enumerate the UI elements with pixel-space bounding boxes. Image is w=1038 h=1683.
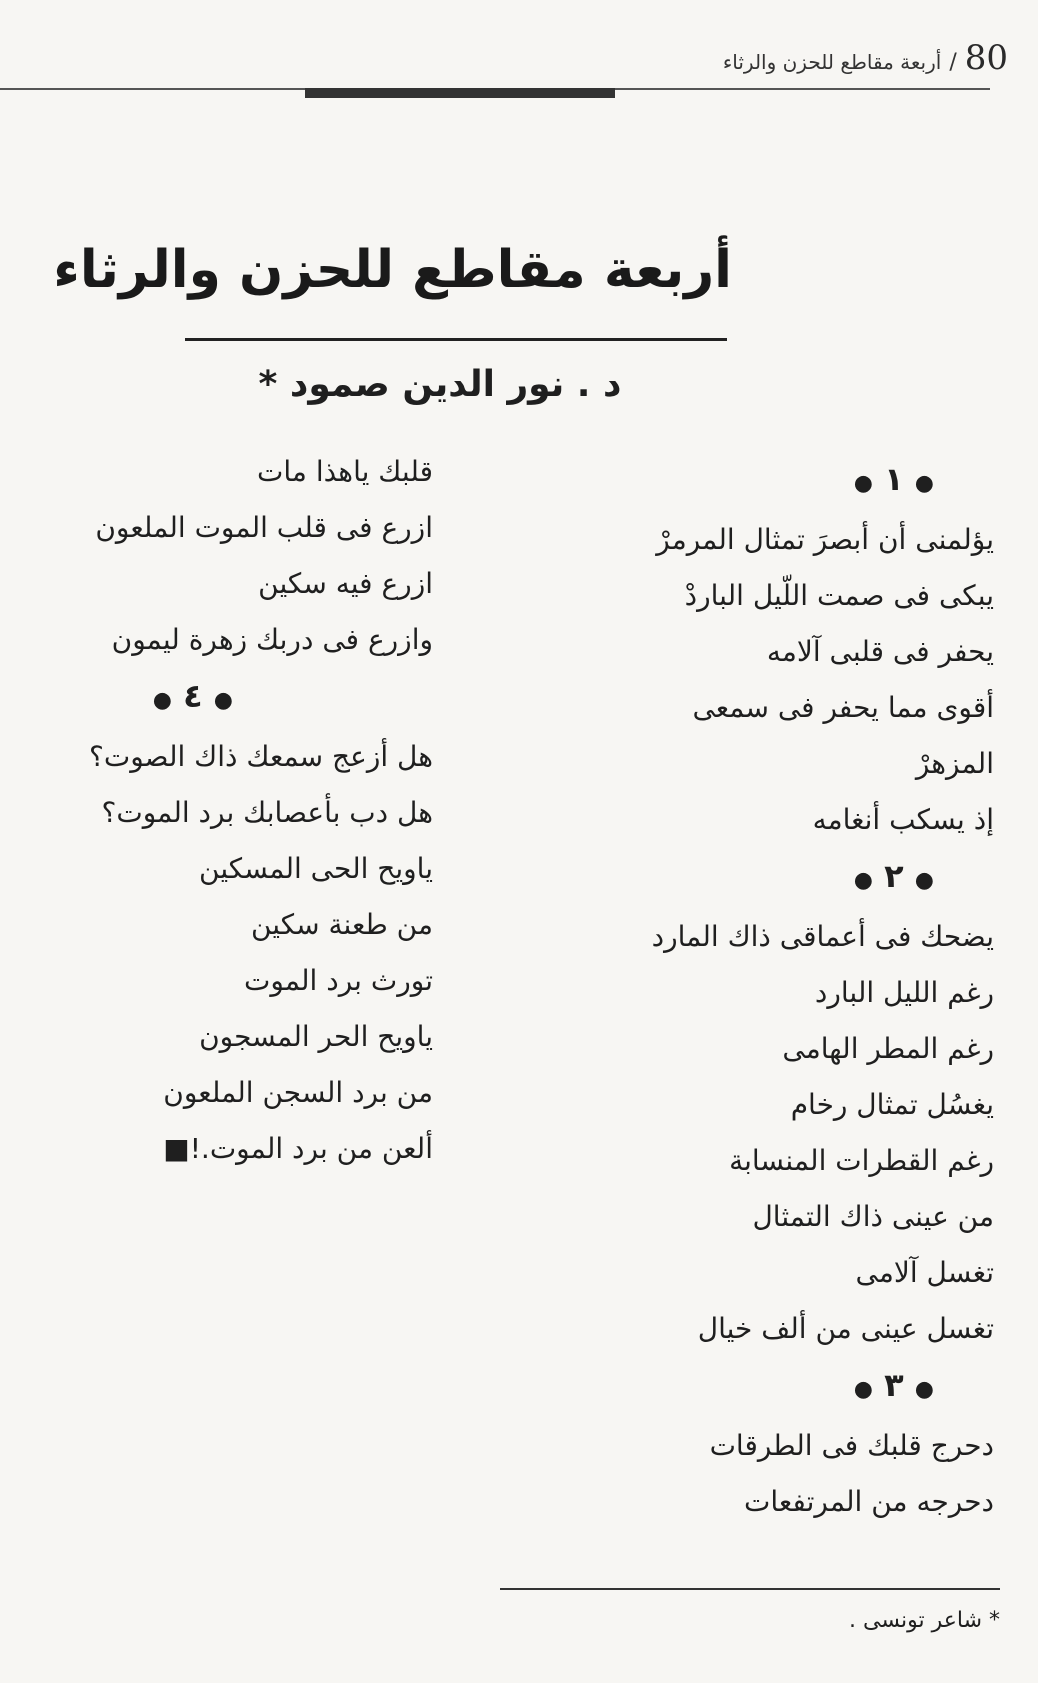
poem-line: وازرع فى دربك زهرة ليمون bbox=[111, 623, 433, 656]
poem-line: إذ يسكب أنغامه bbox=[812, 803, 994, 836]
running-header bbox=[723, 38, 1008, 78]
running-title: أربعة مقاطع للحزن والرثاء bbox=[722, 50, 942, 74]
poem-line: تورث برد الموت bbox=[244, 964, 433, 997]
poem-line: ألعن من برد الموت.!■ bbox=[163, 1132, 433, 1165]
footnote: * شاعر تونسى . bbox=[849, 1608, 1000, 1633]
header-bar bbox=[305, 88, 615, 98]
bullet-icon: ● bbox=[213, 688, 233, 713]
poem-line: يبكى فى صمت اللّيل الباردْ bbox=[684, 579, 994, 612]
poem-line: من طعنة سكين bbox=[250, 908, 433, 941]
poem-column-left bbox=[33, 444, 433, 1177]
footnote-rule bbox=[500, 1588, 1000, 1590]
poem-line: أقوى مما يحفر فى سمعى bbox=[692, 691, 994, 724]
poem-line: رغم القطرات المنسابة bbox=[729, 1144, 994, 1177]
poem-line: دحرجه من المرتفعات bbox=[744, 1485, 994, 1518]
poem-line: يضحك فى أعماقى ذاك المارد bbox=[651, 920, 994, 953]
section-marker-4 bbox=[33, 668, 433, 729]
poem-line: من عينى ذاك التمثال bbox=[752, 1200, 994, 1233]
bullet-icon: ● bbox=[853, 868, 873, 893]
poem-line: ازرع فيه سكين bbox=[258, 567, 433, 600]
poem-line: ياويح الحى المسكين bbox=[199, 852, 433, 885]
section-number: ١ bbox=[884, 460, 904, 498]
poem-line: ازرع فى قلب الموت الملعون bbox=[95, 511, 433, 544]
bullet-icon: ● bbox=[853, 1377, 873, 1402]
poem-column-right bbox=[594, 451, 994, 1530]
bullet-icon: ● bbox=[152, 688, 172, 713]
poem-line: ياويح الحر المسجون bbox=[199, 1020, 433, 1053]
bullet-icon: ● bbox=[914, 1377, 934, 1402]
section-marker-1 bbox=[594, 451, 994, 512]
section-marker-3 bbox=[594, 1357, 994, 1418]
section-marker-2 bbox=[594, 848, 994, 909]
poem-line: المزهرْ bbox=[915, 747, 994, 780]
poem-line: يحفر فى قلبى آلامه bbox=[766, 635, 994, 668]
bullet-icon: ● bbox=[914, 471, 934, 496]
section-number: ٤ bbox=[183, 677, 203, 715]
poem-line: تغسل آلامى bbox=[855, 1256, 994, 1289]
poem-line: من برد السجن الملعون bbox=[163, 1076, 433, 1109]
poem-line: قلبك ياهذا مات bbox=[257, 455, 433, 488]
author-name: د . نور الدين صمود * bbox=[258, 364, 622, 405]
poem-line: يؤلمنى أن أبصرَ تمثال المرمرْ bbox=[656, 523, 994, 556]
poem-line: هل دب بأعصابك برد الموت؟ bbox=[101, 796, 433, 829]
poem-line: دحرج قلبك فى الطرقات bbox=[709, 1429, 994, 1462]
poem-line: تغسل عينى من ألف خيال bbox=[697, 1312, 994, 1345]
poem-line: رغم الليل البارد bbox=[814, 976, 994, 1009]
bullet-icon: ● bbox=[914, 868, 934, 893]
poem-line: رغم المطر الهامى bbox=[782, 1032, 994, 1065]
poem-line: هل أزعج سمعك ذاك الصوت؟ bbox=[88, 740, 433, 773]
title-rule bbox=[185, 338, 727, 341]
poem-line: يغسُل تمثال رخام bbox=[790, 1088, 994, 1121]
section-number: ٢ bbox=[884, 857, 904, 895]
page-number: 80 bbox=[964, 38, 1008, 78]
section-number: ٣ bbox=[884, 1366, 904, 1404]
bullet-icon: ● bbox=[853, 471, 873, 496]
header-separator: / bbox=[949, 50, 957, 75]
article-title: أربعة مقاطع للحزن والرثاء bbox=[53, 240, 732, 300]
